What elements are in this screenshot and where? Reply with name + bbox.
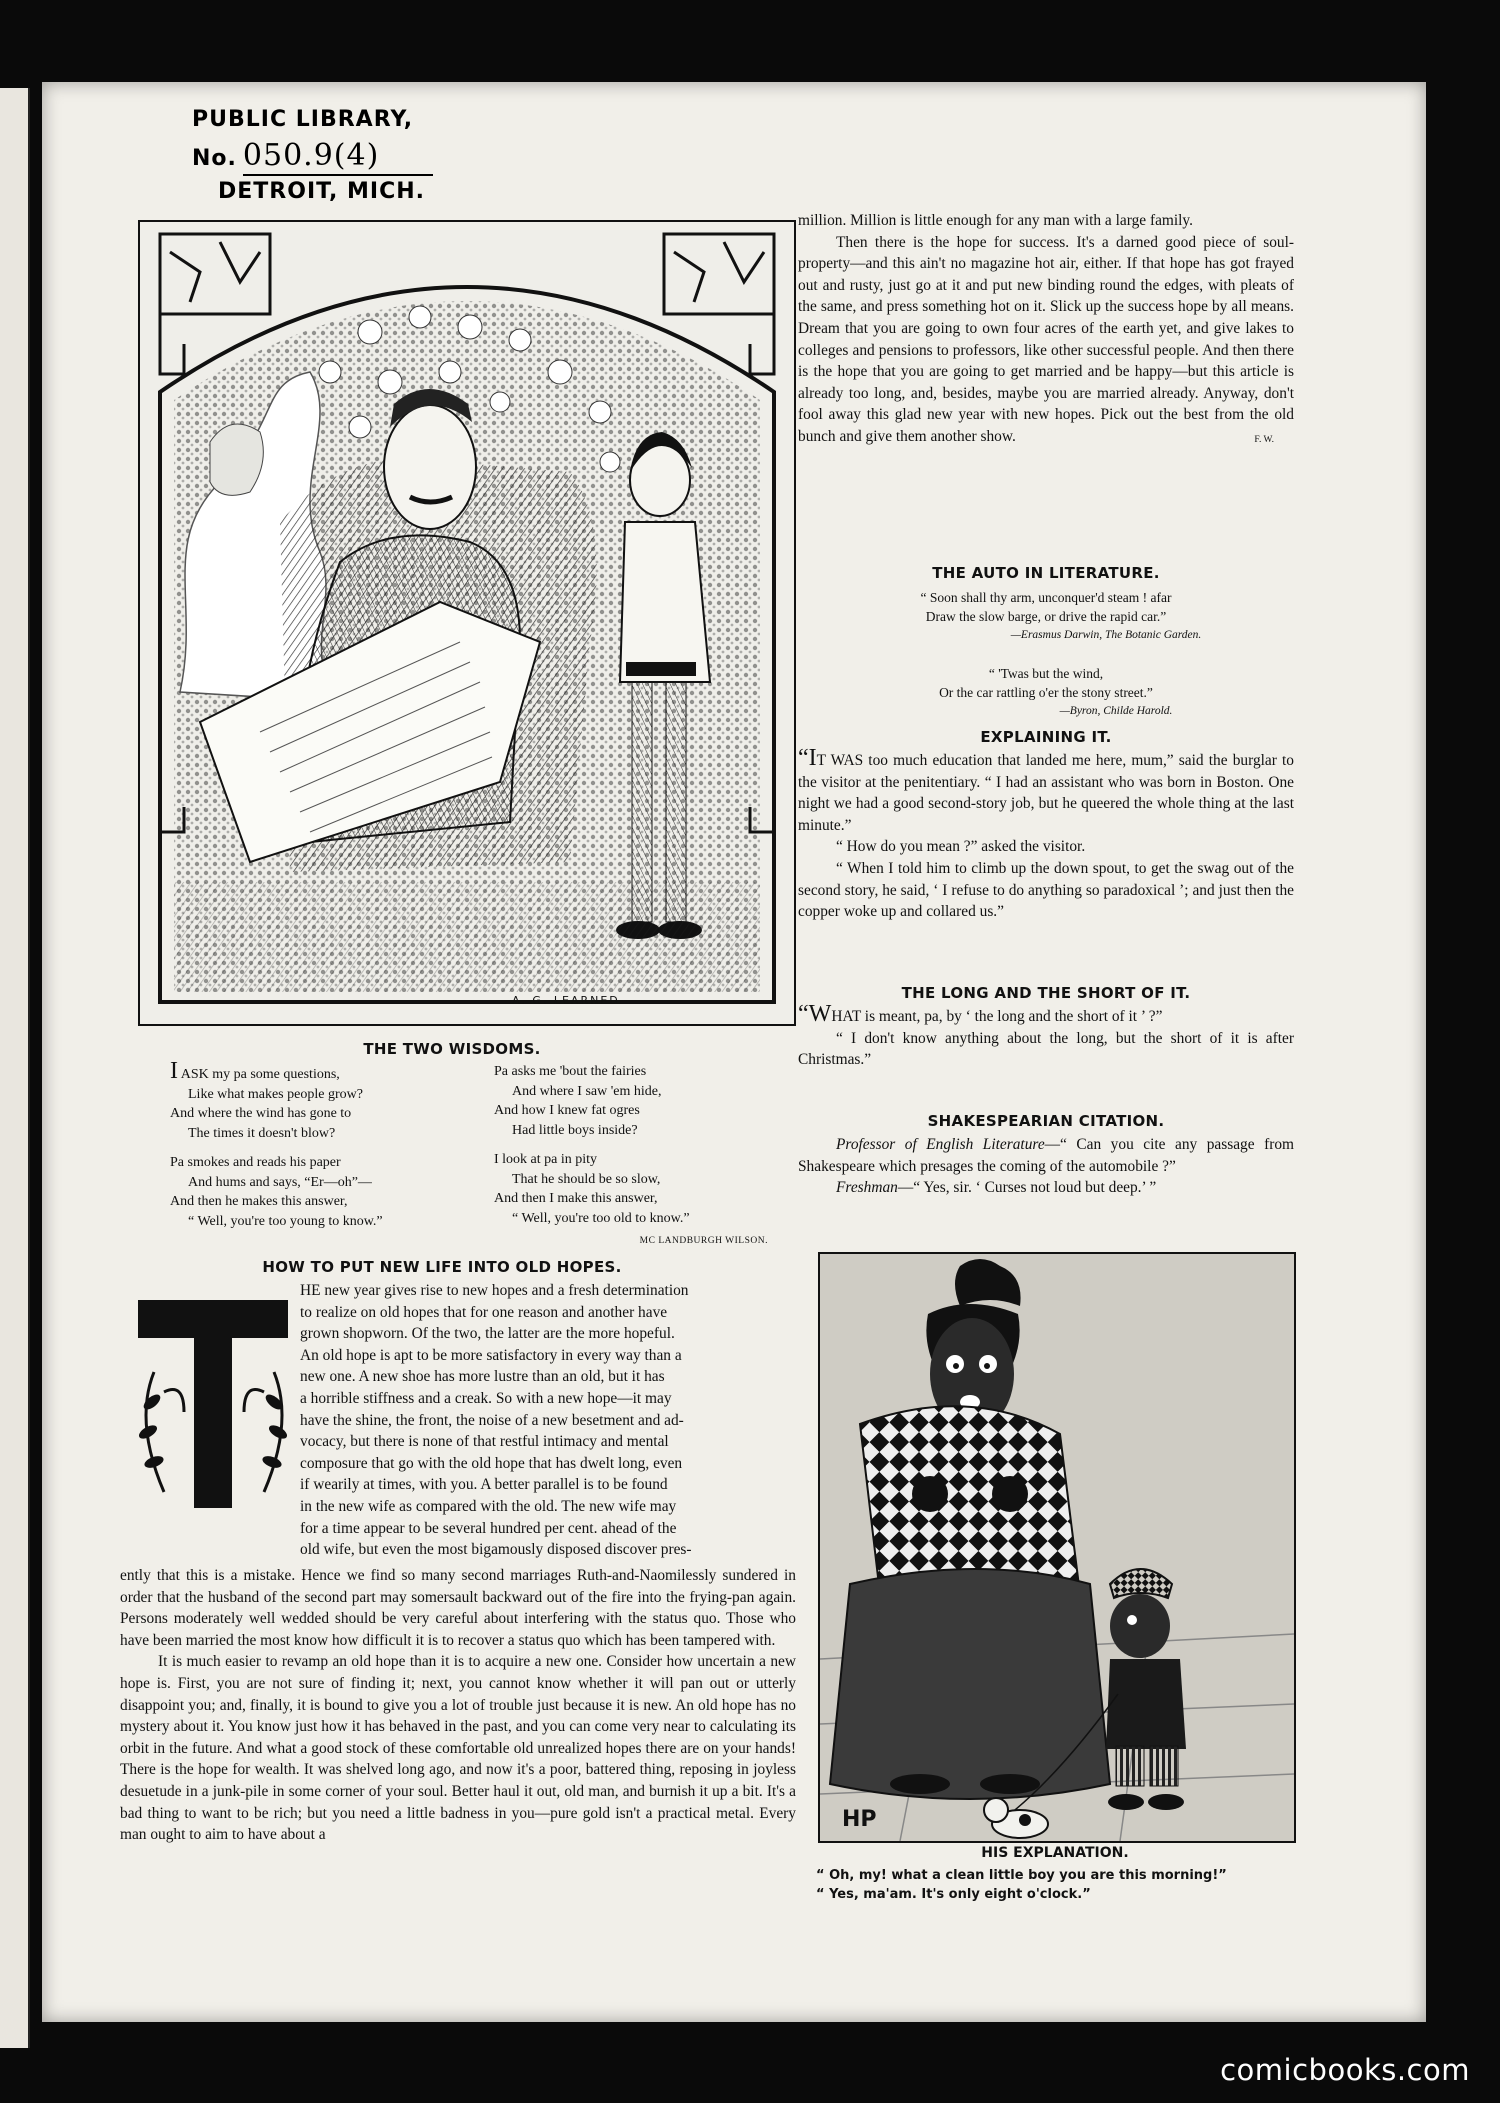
poem-line: Like what makes people grow? — [188, 1086, 363, 1102]
auto-quote-2 — [798, 664, 1294, 721]
text-line: for a time appear to be several hundred per cent. ahead of the — [300, 1519, 677, 1537]
artist-signature: A. G. LEARNED — [512, 994, 620, 1007]
poem-line: “ Well, you're too old to know.” — [512, 1210, 690, 1226]
stamp-line-number — [192, 138, 472, 174]
new-life-para2: It is much easier to revamp an old hope than it is to acquire a new one. Consider how uncertain a new hope is. First, you are not sure of finding it; next, you cannot know whether it will pan out or utterly disappoint you; and, finally, it is bound to give you a lot of trouble just because it is new. An old hope has no mystery about it. You know just how it has behaved in the past, and you can come very near to calculating its orbit in the future. And what a good stock of these comfortable old unrealized hopes there are on your hands! There is the hope for wealth. It was shelved long ago, and now it's a poor, battered thing, reposing in joyless desuetude in a junk-pile in some corner of your soul. Better haul it out, old man, and burnish it up a bit. It's a bad thing to want to be rich; but you need a little badness in you—pure gold isn't a practical metal. Every man ought to aim to have about a — [120, 1653, 796, 1844]
text-line: if wearily at times, with you. A better parallel is to be found — [300, 1476, 668, 1494]
quote-line: Or the car rattling o'er the stony street.” — [939, 685, 1153, 700]
poem-line: And hums and says, “Er—oh”— — [188, 1174, 372, 1190]
shakespeare-para2: Freshman—“ Yes, sir. ‘ Curses not loud but deep.’ ” — [836, 1179, 1157, 1197]
cartoon-dialogue-1: “ Oh, my! what a clean little boy you are this morning!” — [816, 1868, 1227, 1883]
speaker: Freshman — [836, 1179, 898, 1197]
poem-author: MC LANDBURGH WILSON. — [639, 1236, 768, 1246]
text-line: vocacy, but there is none of that restful intimacy and mental — [300, 1433, 669, 1451]
stamp-line-library: PUBLIC LIBRARY, — [192, 107, 414, 132]
new-life-para1-rest: ently that this is a mistake. Hence we find so many second marriages Ruth-and-Naomilessly sundered in order that the husband of the second part may somersault backward out of the fire into the frying-pan again. Persons moderately well wedded should be very careful about interfering with the status quo. Those who have been married the most know how difficult it is to recover a status quo which has been tampered with. — [120, 1567, 796, 1649]
explaining-title: EXPLAINING IT. — [980, 728, 1112, 746]
dropcap-letter: T — [212, 1432, 214, 1433]
poem-line: “ Well, you're too young to know.” — [188, 1213, 383, 1229]
cartoon-title: HIS EXPLANATION. — [981, 1845, 1129, 1861]
text-line: to realize on old hopes that for one reason and another have — [300, 1303, 668, 1321]
auto-quote-1 — [798, 588, 1294, 645]
site-watermark: comicbooks.com — [1220, 2053, 1470, 2087]
poem-line: And then I make this answer, — [494, 1191, 658, 1206]
poem-line: Had little boys inside? — [512, 1122, 638, 1138]
two-wisdoms-illustration — [138, 220, 796, 1026]
dropcap-ornament — [124, 1282, 302, 1520]
stamp-line-city: DETROIT, MICH. — [218, 179, 426, 204]
poem-dropcap: I — [170, 1058, 178, 1084]
shakespeare-para1: Professor of English Literature—“ Can you cite any passage from Shakespeare which presages the coming of the automobile ?” — [798, 1136, 1294, 1175]
text-line: have the shine, the front, the noise of a new besetment and ad- — [300, 1411, 684, 1429]
quote-attribution: —Erasmus Darwin, The Botanic Garden. — [1010, 629, 1202, 641]
stamp-number-label: No. — [192, 146, 237, 171]
quote-attribution: —Byron, Childe Harold. — [1059, 705, 1173, 717]
library-stamp — [192, 102, 472, 210]
text-line: HE new year gives rise to new hopes and a fresh determination — [300, 1282, 689, 1299]
text-line: old wife, but even the most bigamously disposed discover pres- — [300, 1541, 692, 1559]
cartoon-dialogue-2: “ Yes, ma'am. It's only eight o'clock.” — [816, 1887, 1091, 1902]
poem-line: And where I saw 'em hide, — [512, 1083, 662, 1099]
new-life-continuation — [798, 210, 1294, 451]
cartoon-drawing — [820, 1254, 1294, 1841]
two-wisdoms-title: THE TWO WISDOMS. — [363, 1040, 541, 1058]
long-short-title: THE LONG AND THE SHORT OF IT. — [901, 984, 1191, 1002]
long-short-dropcap: “W — [798, 1001, 832, 1027]
new-life-para3: million. Million is little enough for any man with a large family. — [798, 212, 1193, 229]
explaining-para1: “IT WAS too much education that landed me here, mum,” said the burglar to the visitor at the penitentiary. “ I had an assistant who was born in Boston. One night we had a good second-story job, but he queered the whole thing at the last minute.” — [798, 745, 1294, 834]
long-short-body — [798, 1001, 1294, 1071]
text-line: a horrible stiffness and a creak. So with a new hope—it may — [300, 1389, 672, 1407]
shakespeare-title: SHAKESPEARIAN CITATION. — [927, 1112, 1165, 1130]
stamp-number-value: 050.9(4) — [243, 138, 433, 176]
quote-line: Draw the slow barge, or drive the rapid car.” — [925, 609, 1167, 624]
text-line: composure that go with the old hope that has dwelt long, even — [300, 1454, 683, 1472]
ornamental-dropcap — [124, 1282, 302, 1514]
poem-stanza — [494, 1150, 794, 1228]
poem-stanza — [170, 1058, 470, 1143]
auto-title: THE AUTO IN LITERATURE. — [932, 564, 1160, 582]
poem-line: Pa asks me 'bout the fairies — [494, 1064, 647, 1079]
new-life-para1-beside-dropcap — [300, 1280, 796, 1561]
quote-line: “ Soon shall thy arm, unconquer'd steam ! afar — [920, 590, 1172, 605]
poem-line: I ASK my pa some questions, — [170, 1058, 340, 1084]
explaining-dropcap: “I — [798, 745, 817, 771]
poem-stanza — [494, 1062, 794, 1140]
text-line: in the new wife as compared with the old. The new wife may — [300, 1497, 677, 1515]
two-wisdoms-right-column — [494, 1062, 794, 1252]
long-short-para2: “ I don't know anything about the long, but the short of it is after Christmas.” — [798, 1029, 1294, 1069]
illustration-drawing — [140, 222, 794, 1024]
explaining-para3: “ When I told him to climb up the down spout, to get the swag out of the second story, he said, ‘ I refuse to do anything so paradoxical ’; and just then the copper woke up and collared us.” — [798, 859, 1294, 921]
his-explanation-cartoon — [818, 1252, 1296, 1843]
explaining-para2: “ How do you mean ?” asked the visitor. — [836, 838, 1086, 856]
poem-line: And where the wind has gone to — [170, 1106, 352, 1121]
shakespeare-body — [798, 1134, 1294, 1199]
new-life-title: HOW TO PUT NEW LIFE INTO OLD HOPES. — [262, 1258, 622, 1276]
adjacent-page-edge — [0, 88, 30, 2048]
artist-monogram: HP — [842, 1807, 877, 1832]
poem-stanza — [170, 1153, 470, 1231]
poem-line: Pa smokes and reads his paper — [170, 1155, 341, 1170]
speaker: Professor of English Literature — [836, 1136, 1045, 1153]
new-life-para4: Then there is the hope for success. It's a darned good piece of soul-property—and this ain't no magazine hot air, either. If that hope has got frayed out and rusty, just go at it and put new binding round the edges, with pleats of the same, and press something hot on it. Slick up the success hope by all means. Dream that you are going to own four acres of the earth yet, and give lakes to colleges and pensions to professors, like other successful people. And then there is the hope that you are going to get married and be happy—but this article is already too long, and, besides, maybe you are married already. Anyway, don't fool away this glad new year with new hopes. Pick out the best from the old bunch and give them another show. — [798, 233, 1294, 445]
magazine-page — [42, 82, 1426, 2022]
quote-line: “ 'Twas but the wind, — [988, 666, 1104, 681]
poem-line: And how I knew fat ogres — [494, 1103, 640, 1118]
two-wisdoms-left-column — [170, 1058, 470, 1241]
poem-line: That he should be so slow, — [512, 1171, 661, 1187]
text-line: new one. A new shoe has more lustre than an old, but it has — [300, 1368, 665, 1386]
explaining-body — [798, 745, 1294, 923]
poem-line: I look at pa in pity — [494, 1152, 598, 1167]
poem-line: The times it doesn't blow? — [188, 1125, 336, 1141]
text-line: An old hope is apt to be more satisfactory in every way than a — [300, 1346, 682, 1364]
long-short-para1: “WHAT is meant, pa, by ‘ the long and the short of it ’ ?” — [798, 1001, 1163, 1027]
new-life-initials: F. W. — [1254, 434, 1274, 445]
poem-line: And then he makes this answer, — [170, 1194, 348, 1209]
new-life-body — [120, 1565, 796, 1846]
text-line: grown shopworn. Of the two, the latter are the more hopeful. — [300, 1325, 675, 1343]
